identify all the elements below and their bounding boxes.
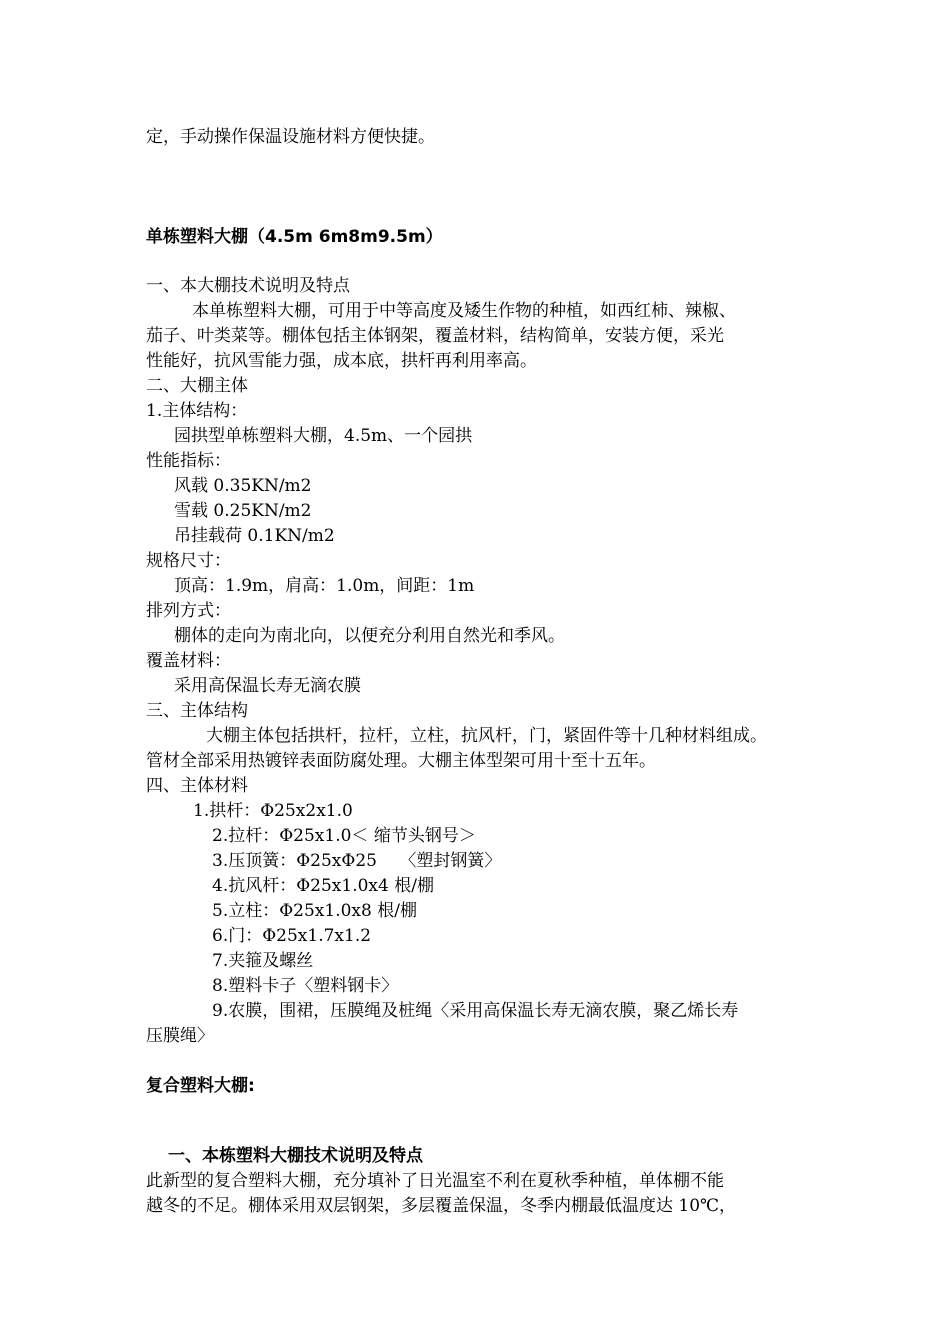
list-item: 4.抗风杆：Φ25x1.0x4 根/棚 [212,876,434,896]
list-item: 5.立柱：Φ25x1.0x8 根/棚 [212,901,417,921]
list-item: 1.拱杆：Φ25x2x1.0 [193,801,353,821]
value: 吊挂载荷 0.1KN/m2 [174,526,335,546]
value: 雪载 0.25KN/m2 [174,501,312,521]
label: 覆盖材料： [146,651,231,671]
paragraph-line: 越冬的不足。棚体采用双层钢架，多层覆盖保温，冬季内棚最低温度达 10℃， [146,1196,737,1216]
section-title: 复合塑料大棚: [146,1076,255,1096]
list-item-continuation: 压膜绳〉 [146,1026,214,1046]
label: 规格尺寸： [146,551,231,571]
paragraph-line: 大棚主体包括拱杆，拉杆，立柱，抗风杆，门，紧固件等十几种材料组成。 [206,726,767,746]
value: 顶高：1.9m，肩高：1.0m，间距：1m [174,576,475,596]
list-item: 9.农膜，围裙，压膜绳及桩绳〈采用高保温长寿无滴农膜，聚乙烯长寿 [212,1001,739,1021]
heading: 三、主体结构 [146,701,248,721]
list-item: 8.塑料卡子〈塑料钢卡〉 [212,976,399,996]
paragraph-line: 茄子、叶类菜等。棚体包括主体钢架，覆盖材料，结构简单，安装方便，采光 [146,326,724,346]
list-item: 7.夹箍及螺丝 [212,951,314,971]
list-item: 2.拉杆：Φ25x1.0＜ 缩节头钢号＞ [212,826,476,846]
heading: 一、本栋塑料大棚技术说明及特点 [168,1146,423,1166]
paragraph-line: 性能好，抗风雪能力强，成本底，拱杆再利用率高。 [146,351,537,371]
label: 排列方式： [146,601,231,621]
list-item: 6.门：Φ25x1.7x1.2 [212,926,372,946]
value: 棚体的走向为南北向，以便充分利用自然光和季风。 [174,626,565,646]
paragraph-line: 本单栋塑料大棚，可用于中等高度及矮生作物的种植，如西红柿、辣椒、 [192,301,736,321]
heading: 二、大棚主体 [146,376,248,396]
paragraph-line: 定，手动操作保温设施材料方便快捷。 [146,127,435,147]
paragraph-line: 此新型的复合塑料大棚，充分填补了日光温室不利在夏秋季种植，单体棚不能 [146,1171,724,1191]
paragraph-line: 管材全部采用热镀锌表面防腐处理。大棚主体型架可用十至十五年。 [146,751,656,771]
label: 性能指标： [146,451,231,471]
section-title: 单栋塑料大棚（4.5m 6m8m9.5m） [146,227,443,247]
value: 风载 0.35KN/m2 [174,476,312,496]
value: 采用高保温长寿无滴农膜 [174,676,361,696]
list-item: 3.压顶簧：Φ25xΦ25 〈塑封钢簧〉 [212,851,502,871]
heading: 一、本大棚技术说明及特点 [146,276,350,296]
label: 1.主体结构： [146,401,248,421]
value: 园拱型单栋塑料大棚，4.5m、一个园拱 [174,426,473,446]
heading: 四、主体材料 [146,776,248,796]
